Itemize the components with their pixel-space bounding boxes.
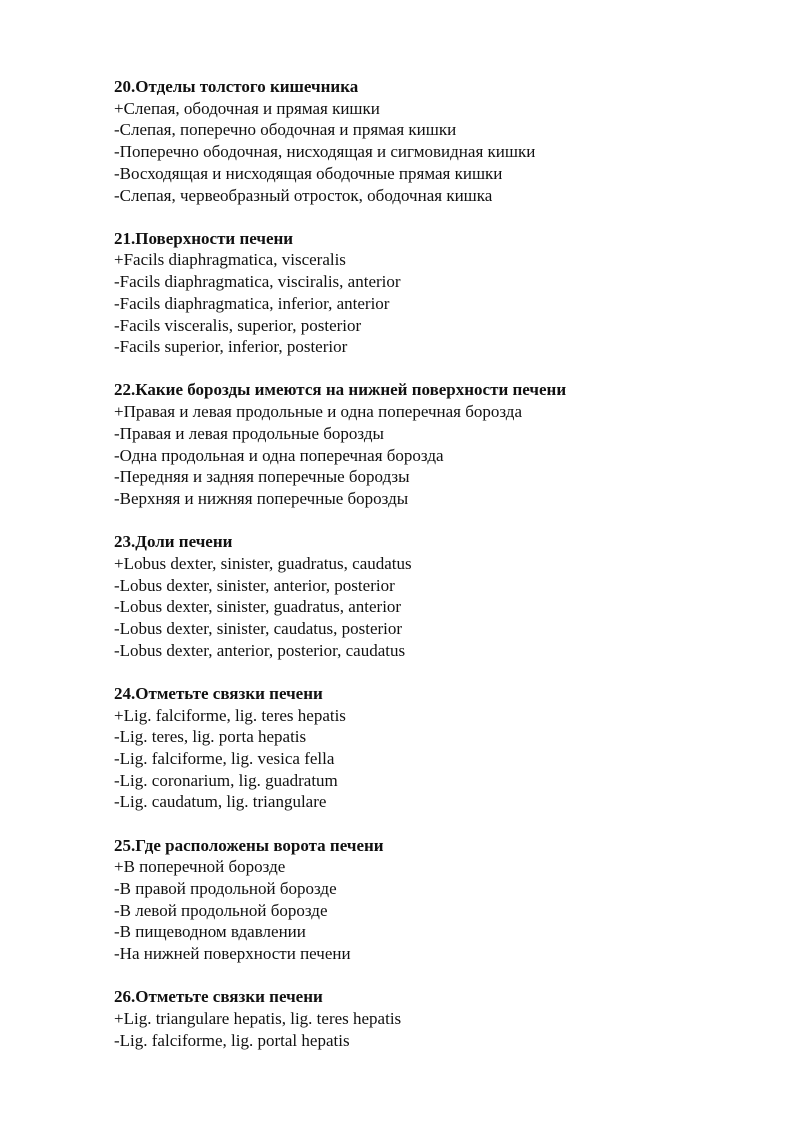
answer-option: -Lobus dexter, anterior, posterior, caudatus <box>114 640 406 660</box>
question-20 <box>114 76 754 206</box>
question-title: 22.Какие борозды имеются на нижней поверхности печени <box>114 380 567 400</box>
question-21 <box>114 228 754 358</box>
question-title: 25.Где расположены ворота печени <box>114 835 384 855</box>
answer-option: -Lig. caudatum, lig. triangulare <box>114 792 327 812</box>
answer-option: -Верхняя и нижняя поперечные борозды <box>114 488 409 508</box>
answer-option: -Lig. coronarium, lig. guadratum <box>114 770 338 790</box>
answer-option: +Lig. triangulare hepatis, lig. teres hepatis <box>114 1009 402 1029</box>
answer-option: -В правой продольной борозде <box>114 879 337 898</box>
answer-option: -Facils superior, inferior, posterior <box>114 337 348 357</box>
answer-option: -Восходящая и нисходящая ободочные прямая кишки <box>114 163 503 183</box>
question-25 <box>114 835 754 965</box>
question-23 <box>114 531 754 661</box>
answer-option: +Слепая, ободочная и прямая кишки <box>114 98 380 118</box>
question-title: 23.Доли печени <box>114 532 233 552</box>
answer-option: -В пищеводном вдавлении <box>114 922 306 942</box>
answer-option: -Facils diaphragmatica, inferior, anterior <box>114 293 390 313</box>
answer-option: +Lobus dexter, sinister, guadratus, caudatus <box>114 553 412 573</box>
answer-option: -Lig. teres, lig. porta hepatis <box>114 727 307 747</box>
question-26 <box>114 986 754 1051</box>
question-title: 24.Отметьте связки печени <box>114 683 323 703</box>
question-title: 20.Отделы толстого кишечника <box>114 77 359 96</box>
answer-option: -Facils visceralis, superior, posterior <box>114 315 362 335</box>
document-page <box>114 76 754 1073</box>
answer-option: -Одна продольная и одна поперечная борозда <box>114 445 444 465</box>
answer-option: -Facils diaphragmatica, visciralis, anterior <box>114 272 401 292</box>
answer-option: -В левой продольной борозде <box>114 900 328 920</box>
answer-option: +В поперечной борозде <box>114 857 286 877</box>
answer-option: -Lig. falciforme, lig. portal hepatis <box>114 1030 350 1050</box>
answer-option: -Слепая, червеобразный отросток, ободочная кишка <box>114 185 493 205</box>
answer-option: -Поперечно ободочная, нисходящая и сигмовидная кишки <box>114 142 536 162</box>
answer-option: -Передняя и задняя поперечные бородзы <box>114 467 410 487</box>
question-22 <box>114 379 754 509</box>
answer-option: -На нижней поверхности печени <box>114 944 351 964</box>
answer-option: -Слепая, поперечно ободочная и прямая кишки <box>114 120 457 140</box>
answer-option: +Lig. falciforme, lig. teres hepatis <box>114 705 346 725</box>
question-title: 21.Поверхности печени <box>114 228 294 248</box>
answer-option: -Lig. falciforme, lig. vesica fella <box>114 748 335 768</box>
answer-option: +Facils diaphragmatica, visceralis <box>114 250 346 270</box>
answer-option: -Правая и левая продольные борозды <box>114 423 384 443</box>
answer-option: -Lobus dexter, sinister, caudatus, posterior <box>114 618 403 638</box>
answer-option: +Правая и левая продольные и одна поперечная борозда <box>114 402 522 422</box>
answer-option: -Lobus dexter, sinister, guadratus, anterior <box>114 597 402 617</box>
answer-option: -Lobus dexter, sinister, anterior, posterior <box>114 575 395 595</box>
question-title: 26.Отметьте связки печени <box>114 987 323 1007</box>
question-24 <box>114 683 754 813</box>
